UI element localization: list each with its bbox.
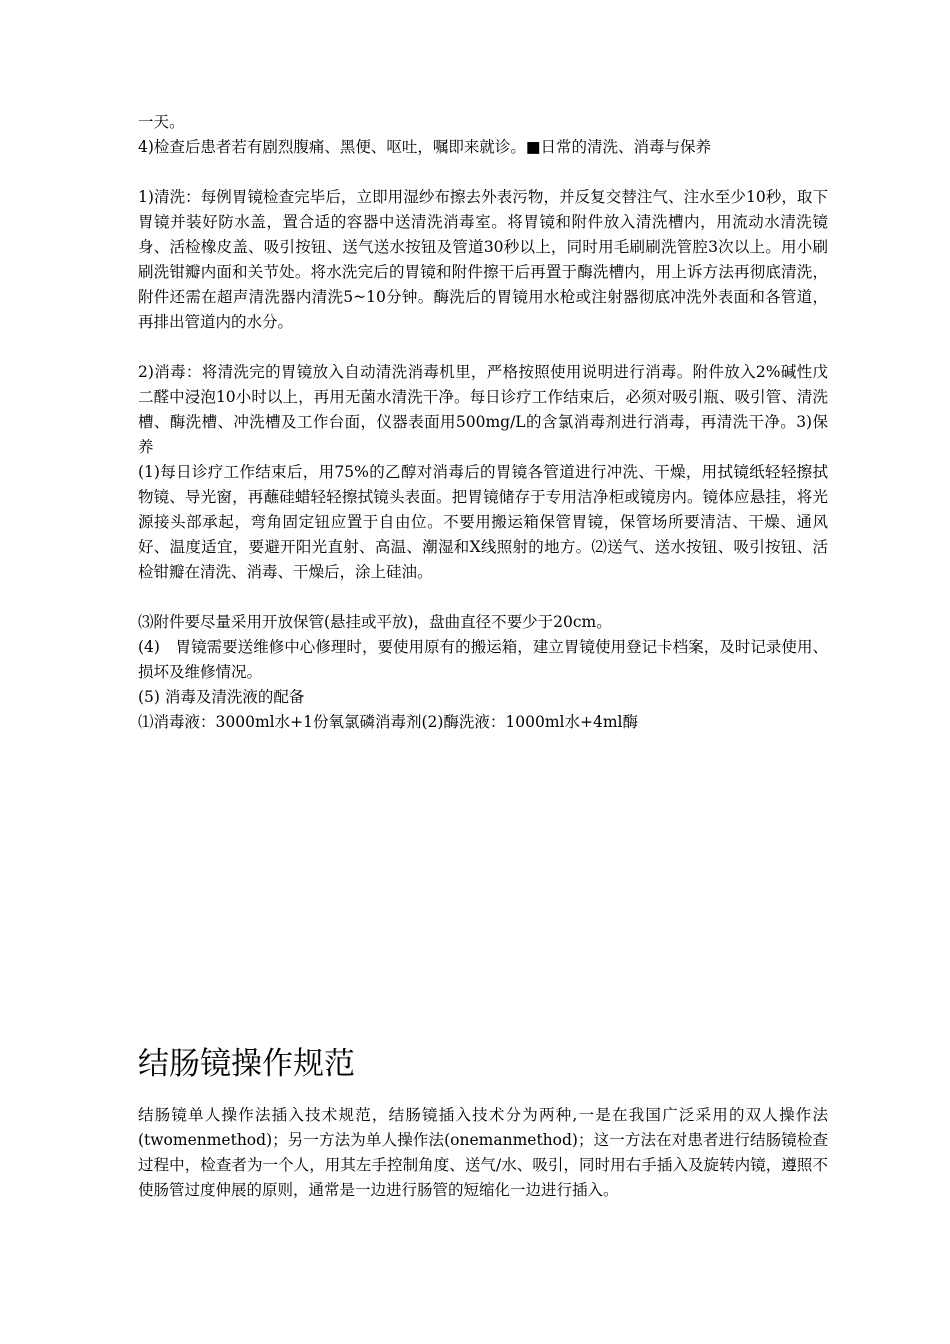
- paragraph-solutions: ⑴消毒液：3000ml水+1份氧氯磷消毒剂(2)酶洗液：1000ml水+4ml酶: [138, 713, 639, 731]
- paragraph-1: 一天。: [138, 113, 185, 131]
- paragraph-maintenance: (1)每日诊疗工作结束后，用75%的乙醇对消毒后的胃镜各管道进行冲洗、干燥，用拭镜纸轻轻擦拭物镜、导光窗，再蘸硅蜡轻轻擦拭镜头表面。把胃镜储存于专用洁净柜或镜房内。镜体应悬挂，将光源接头部承起，弯角固定钮应置于自由位。不要用搬运箱保管胃镜，保管场所要清洁、干燥、通风好、温度适宜，要避开阳光直射、高温、潮湿和X线照射的地方。⑵送气、送水按钮、吸引按钮、活检钳瓣在清洗、消毒、干燥后，涂上硅油。: [138, 463, 828, 581]
- paragraph-solutions-heading: (5) 消毒及清洗液的配备: [138, 688, 305, 706]
- section-title: 结肠镜操作规范: [138, 1046, 355, 1082]
- paragraph-accessories: ⑶附件要尽量采用开放保管(悬挂或平放)，盘曲直径不要少于20cm。: [138, 613, 612, 631]
- paragraph-2: 4)检查后患者若有剧烈腹痛、黑便、呕吐，嘱即来就诊。■日常的清洗、消毒与保养: [138, 138, 712, 156]
- paragraph-colonoscopy: 结肠镜单人操作法插入技术规范，结肠镜插入技术分为两种,一是在我国广泛采用的双人操作法(twomenmethod)；另一方法为单人操作法(onemanmethod)；这一方法在对患者进行结肠镜检查过程中，检查者为一个人，用其左手控制角度、送气/水、吸引，同时用右手插入及旋转内镜，遵照不使肠管过度伸展的原则，通常是一边进行肠管的短缩化一边进行插入。: [138, 1106, 828, 1199]
- paragraph-repair: (4) 胃镜需要送维修中心修理时，要使用原有的搬运箱，建立胃镜使用登记卡档案，及时记录使用、损坏及维修情况。: [138, 638, 828, 681]
- paragraph-cleaning: 1)清洗：每例胃镜检查完毕后，立即用湿纱布擦去外表污物，并反复交替注气、注水至少10秒，取下胃镜并装好防水盖，置合适的容器中送清洗消毒室。将胃镜和附件放入清洗槽内，用流动水清洗镜身、活检橡皮盖、吸引按钮、送气送水按钮及管道30秒以上，同时用毛刷刷洗管腔3次以上。用小刷刷洗钳瓣内面和关节处。将水洗完后的胃镜和附件擦干后再置于酶洗槽内，用上诉方法再彻底清洗，附件还需在超声清洗器内清洗5~10分钟。酶洗后的胃镜用水枪或注射器彻底冲洗外表面和各管道，再排出管道内的水分。: [138, 188, 828, 331]
- paragraph-disinfection: 2)消毒：将清洗完的胃镜放入自动清洗消毒机里，严格按照使用说明进行消毒。附件放入2%碱性戊二醛中浸泡10小时以上，再用无菌水清洗干净。每日诊疗工作结束后，必须对吸引瓶、吸引管、清洗槽、酶洗槽、冲洗槽及工作台面，仪器表面用500mg/L的含氯消毒剂进行消毒，再清洗干净。3)保养: [138, 363, 828, 456]
